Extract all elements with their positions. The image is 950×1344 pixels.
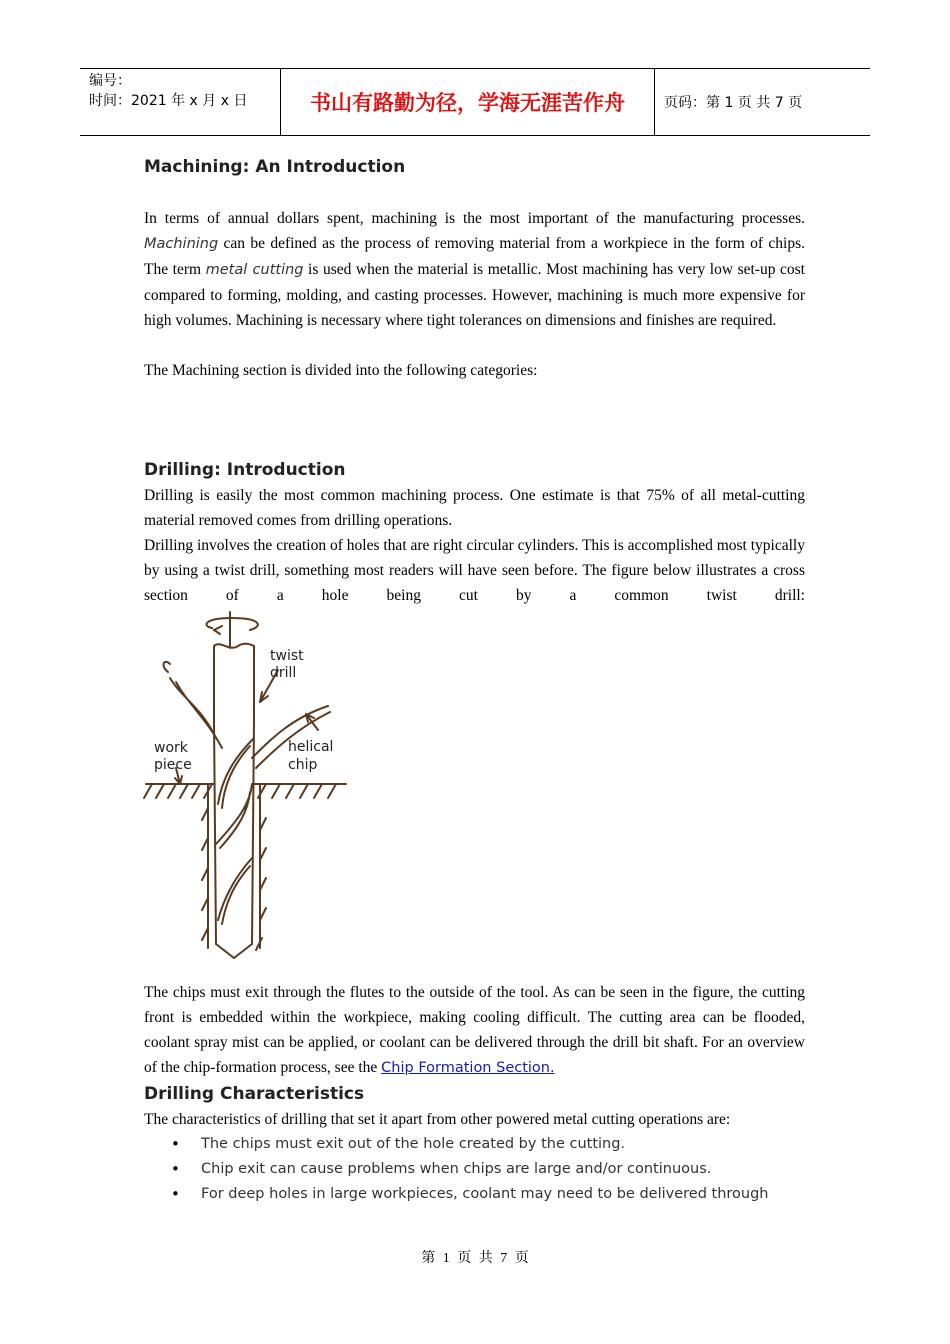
- header-table: [80, 68, 870, 136]
- section-title-drilling: Drilling: Introduction: [144, 460, 346, 480]
- section-title-characteristics: Drilling Characteristics: [144, 1084, 365, 1104]
- emphasis-metal-cutting: metal cutting: [205, 262, 304, 278]
- list-item-text: For deep holes in large workpieces, coolant may need to be delivered through: [201, 1186, 769, 1202]
- paragraph-drilling-2: Drilling involves the creation of holes that are right circular cylinders. This is accomplished most typically by using a twist drill, something most readers will have seen before. The figure below illustrates a cross section of a hole being cut by a common twist drill:: [144, 537, 805, 604]
- bullet-icon: •: [171, 1160, 180, 1178]
- time-label: 时间：2021 年 x 月 x 日: [89, 93, 248, 109]
- list-item-text: Chip exit can cause problems when chips are large and/or continuous.: [201, 1161, 712, 1177]
- label-piece: piece: [154, 757, 192, 773]
- emphasis-machining: Machining: [144, 236, 219, 252]
- paragraph-drilling-3: [144, 980, 805, 1081]
- label-drill: drill: [270, 665, 297, 681]
- characteristics-list: [144, 1132, 805, 1207]
- text-run: can be defined as the process of removing material from a workpiece in the form of chips. The term: [144, 235, 805, 278]
- text-run: is used when the material is metallic. Most machining has very low set-up cost compared to forming, molding, and casting processes. However, machining is much more expensive for high volumes. Machining is necessary where tight tolerances on dimensions and finishes are required.: [144, 261, 805, 329]
- text-run: The chips must exit through the flutes to the outside of the tool. As can be seen in the figure, the cutting front is embedded within the workpiece, making cooling difficult. The cutting area can be flooded, coolant spray mist can be applied, or coolant can be delivered through the drill bit shaft. For an overview of the chip-formation process, see the: [144, 984, 805, 1076]
- bullet-icon: •: [171, 1185, 180, 1203]
- paragraph-categories: The Machining section is divided into the following categories:: [144, 362, 538, 379]
- paragraph-drilling-1: Drilling is easily the most common machining process. One estimate is that 75% of all metal-cutting material removed comes from drilling operations.: [144, 487, 805, 529]
- bullet-icon: •: [171, 1135, 180, 1153]
- text-run: In terms of annual dollars spent, machining is the most important of the manufacturing processes.: [144, 210, 805, 227]
- rotation-arrow-icon: [207, 618, 258, 630]
- number-label: 编号：: [89, 73, 131, 89]
- label-work: work: [154, 740, 188, 756]
- list-item: [144, 1182, 805, 1207]
- paragraph-characteristics-intro: The characteristics of drilling that set it apart from other powered metal cutting operations are:: [144, 1111, 731, 1128]
- header-motto: 书山有路勤为径，学海无涯苦作舟: [281, 69, 655, 135]
- page-footer: 第 1 页 共 7 页: [421, 1251, 529, 1266]
- header-left-cell: [80, 69, 281, 135]
- document-body: [144, 154, 805, 1207]
- section-title-machining: Machining: An Introduction: [144, 157, 406, 177]
- list-item: [144, 1157, 805, 1182]
- label-helical: helical: [288, 739, 334, 755]
- list-item: [144, 1132, 805, 1157]
- paragraph-machining-intro: [144, 206, 805, 333]
- chip-formation-link[interactable]: Chip Formation Section.: [381, 1060, 555, 1076]
- list-item-text: The chips must exit out of the hole created by the cutting.: [201, 1136, 626, 1152]
- label-chip: chip: [288, 757, 318, 773]
- header-page-label: 页码：第 1 页 共 7 页: [664, 95, 803, 111]
- label-twist: twist: [270, 648, 304, 664]
- twist-drill-figure: [142, 608, 352, 980]
